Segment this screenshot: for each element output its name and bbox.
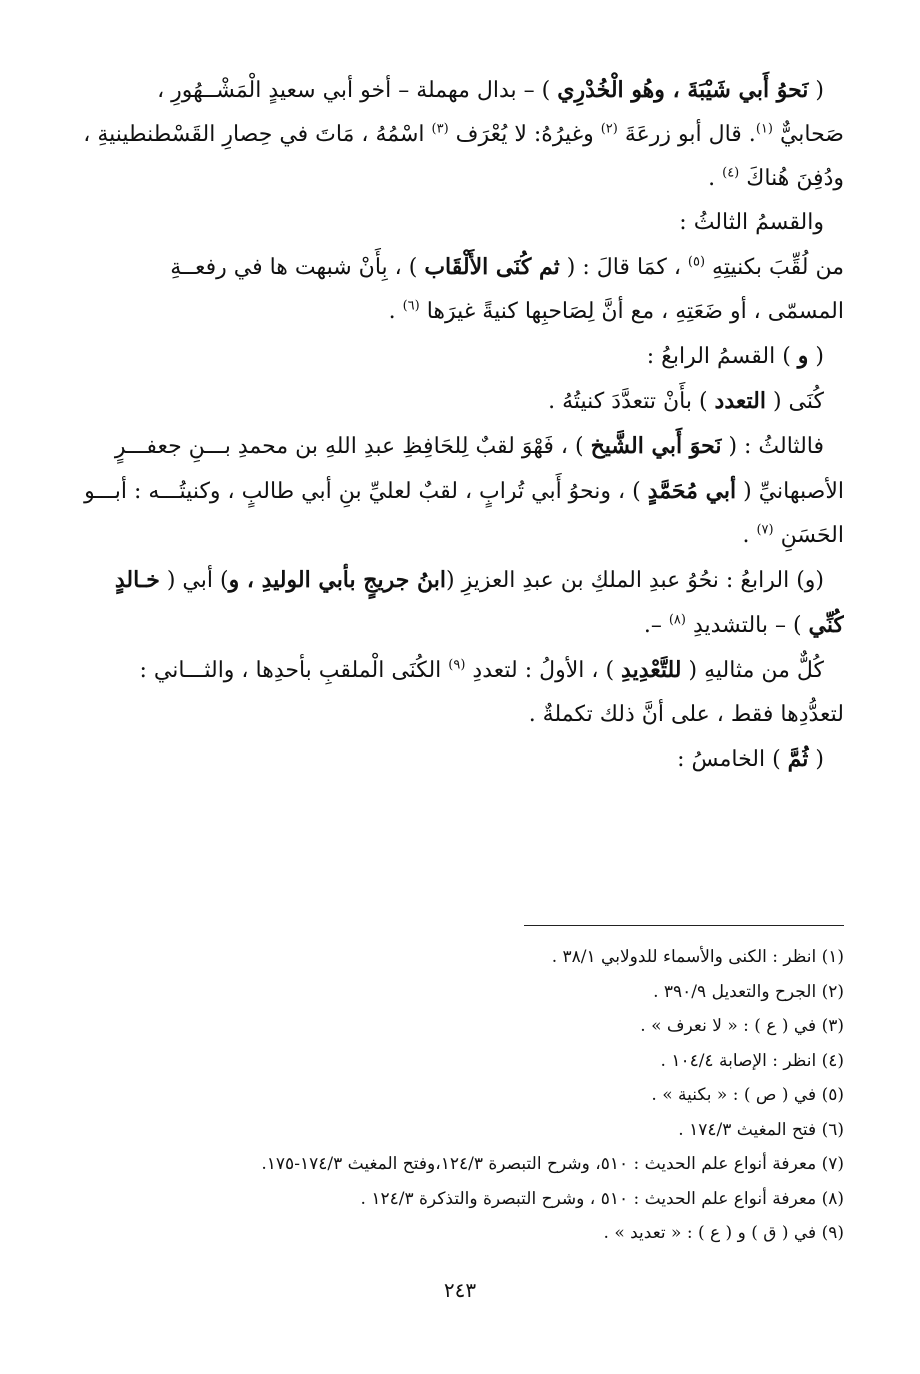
footnote-ref: (٥) [687, 254, 706, 270]
text-line-6: المسمّى ، أو ضَعَتِهِ ، مع أنَّ لِصَاحبِها كنيةً غيرَها $^{(٦)}$ . [388, 298, 844, 324]
footnote-8: (٨) معرفة أنواع علم الحديث : ٥١٠ ، وشرح التبصرة والتذكرة ١٢٤/٣ . [360, 1188, 844, 1209]
text-line-12: (و) الرابعُ : نحُوُ عبدِ الملكِ بن عبدِ العزيزِ (ابنُ جريجٍ بأبي الوليدِ ، و) أبي ( خـالدٍ [114, 567, 824, 593]
text-line-7: ( و ) القسمُ الرابعُ : [646, 343, 824, 369]
footnote-ref: (٧) [756, 522, 774, 538]
text-line-4: والقسمُ الثالثُ : [679, 210, 824, 235]
footnotes [74, 940, 844, 1251]
footnote-ref: (٤) [722, 165, 740, 181]
footnote-ref: (٣) [431, 121, 449, 137]
footnote-2: (٢) الجرح والتعديل ٣٩٠/٩ . [653, 981, 844, 1002]
text-line-3: ودُفِنَ هُناكَ $^{(٤)}$ . [708, 165, 844, 191]
text-line-14: كُلٌّ من مثاليهِ ( للتَّعْدِيدِ ) ، الأولُ : لتعددِ $^{(٩)}$ الكُنَى الْملقبِ بأحدِها ، والثـــاني : [139, 657, 824, 683]
footnote-separator [524, 925, 844, 926]
footnote-4: (٤) انظر : الإصابة ١٠٤/٤ . [660, 1050, 844, 1071]
text-line-15: لتعدُّدِها فقط ، على أنَّ ذلك تكملةٌ . [528, 702, 844, 727]
footnote-ref: (٩) [448, 657, 466, 673]
footnote-6: (٦) فتح المغيث ١٧٤/٣ . [678, 1119, 844, 1140]
footnote-1: (١) انظر : الكنى والأسماء للدولابي ٣٨/١ . [551, 947, 844, 967]
page-number: ٢٤٣ [443, 1278, 477, 1302]
footnote-3: (٣) في ( ع ) : « لا نعرف » . [640, 1016, 844, 1036]
text-line-9: فالثالثُ : ( نَحوَ أَبي الشَّيخ ) ، فَهْوَ لقبٌ لِلحَافِظِ عبدِ اللهِ بن محمدِ بـــنِ جعفـــرٍ [114, 433, 824, 459]
text-line-5: من لُقِّبَ بكنيتِهِ $^{(٥)}$ ، كمَا قالَ : ( ثم كُنَى الأَلْقَاب ) ، بِأَنْ شبهت ها في رفعــةِ [170, 254, 844, 280]
footnote-5: (٥) في ( ص ) : « بكنية » . [651, 1085, 844, 1105]
text-line-10: الأصبهانيِّ ( أبي مُحَمَّدٍ ) ، ونحوُ أَبي تُرابٍ ، لقبٌ لعليِّ بنِ أبي طالبٍ ، وكنيتُـــه : أبـــو [84, 478, 844, 504]
footnote-ref: (١) [755, 121, 773, 137]
footnote-ref: (٦) [402, 298, 420, 314]
footnote-7: (٧) معرفة أنواع علم الحديث : ٥١٠، وشرح التبصرة ١٢٤/٣،وفتح المغيث ١٧٤/٣-١٧٥. [261, 1154, 844, 1174]
text-line-13: كُنِّي ) – بالتشديدِ $^{(٨)}$ –. [643, 612, 844, 638]
text-line-2: صَحابيٌّ $^{(١)}$. قال أبو زرعَةَ $^{(٢)}$ وغيرُهُ: لا يُعْرَف $^{(٣)}$ اسْمُهُ ، مَاتَ في حِصارِ القَسْطنطينيةِ ، [83, 121, 844, 147]
text-line-1: ( نَحوُ أَبي شَيْبَةَ ، وهُو الْخُدْرِي ) – بدال مهملة – أخو أبي سعيدٍ الْمَشْــهُورِ ، [157, 77, 824, 103]
text-line-16: ( ثُمَّ ) الخامسُ : [677, 746, 824, 772]
footnote-ref: (٢) [600, 121, 618, 137]
footnote-9: (٩) في ( ق ) و ( ع ) : « تعديد » . [603, 1223, 844, 1243]
text-line-11: الحَسَنِ $^{(٧)}$ . [742, 522, 844, 548]
footnote-ref: (٨) [668, 612, 686, 628]
main-text [74, 68, 844, 782]
text-line-8: كُنَى ( التعدد ) بأَنْ تتعدَّدَ كنيتُهُ . [548, 388, 824, 414]
